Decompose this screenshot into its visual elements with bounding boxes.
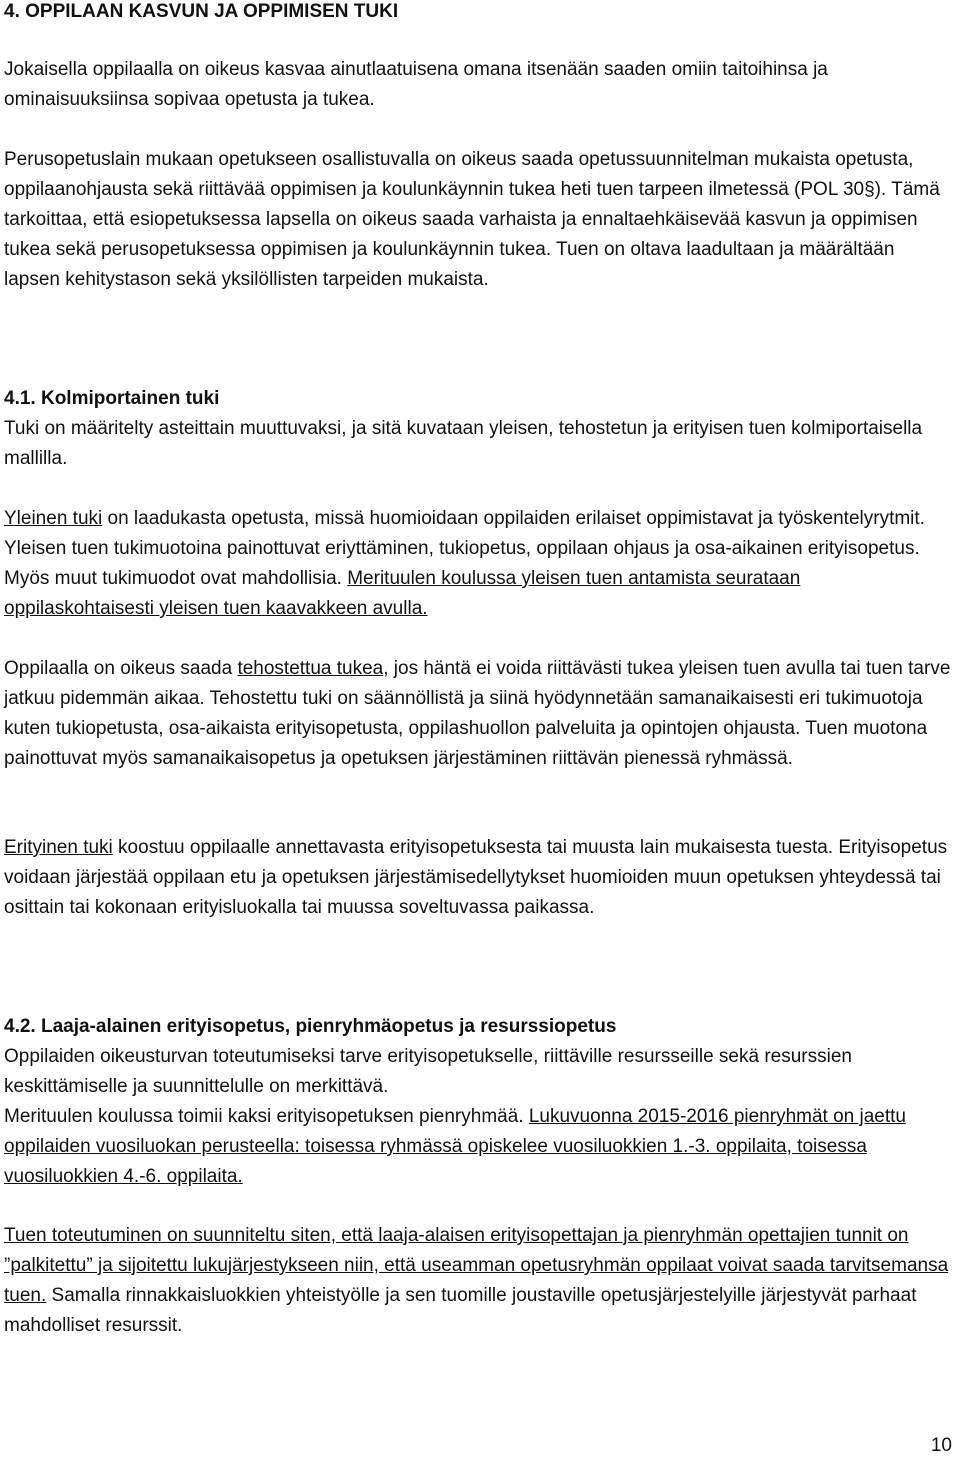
general-support-school-practice: Merituulen koulussa yleisen tuen antamista seurataan oppilaskohtaisesti yleisen tuen kaavakkeen avulla. (4, 568, 801, 619)
general-support-paragraph (4, 504, 952, 624)
special-support-paragraph (4, 833, 952, 923)
subsection-4-1-title: 4.1. Kolmiportainen tuki (4, 388, 220, 409)
intensified-support-term: tehostettua tukea (237, 658, 384, 679)
page-number: 10 (930, 1435, 952, 1456)
intensified-support-text: , jos häntä ei voida riittävästi tukea yleisen tuen avulla tai tuen tarve jatkuu pidemmän aikaa. Tehostettu tuki on säännöllistä ja siinä hyödynnetään samanaikaisesti eri tukimuotoja kuten tukiopetusta, osa-aikaista erityisopetusta, oppilashuollon palveluita ja opintojen ohjausta. Tuen muotona painottuvat myös samanaikaisopetus ja opetuksen järjestäminen riittävän pienessä ryhmässä. (4, 658, 951, 769)
intensified-support-paragraph (4, 654, 952, 774)
general-support-term: Yleinen tuki (4, 508, 103, 529)
intensified-support-pre: Oppilaalla on oikeus saada (4, 658, 238, 679)
small-groups-paragraph (4, 1102, 952, 1192)
timetable-rest: Samalla rinnakkaisluokkien yhteistyölle ja sen tuomille joustaville opetusjärjestelyille järjestyvät parhaat mahdolliset resurssit. (4, 1285, 917, 1336)
three-tier-intro: Tuki on määritelty asteittain muuttuvaksi, ja sitä kuvataan yleisen, tehostetun ja erityisen tuen kolmiportaisella mallilla. (4, 418, 923, 469)
section-heading: 4. OPPILAAN KASVUN JA OPPIMISEN TUKI (4, 1, 399, 22)
timetable-paragraph (4, 1221, 952, 1341)
special-support-text: koostuu oppilaalle annettavasta erityisopetuksesta tai muusta lain mukaisesta tuesta. Erityisopetus voidaan järjestää oppilaan etu ja opetuksen järjestämisedellytykset huomioiden muun opetuksen yhteydessä tai osittain tai kokonaan erityisluokalla tai muussa soveltuvassa paikassa. (4, 837, 948, 918)
legal-protection-paragraph: Oppilaiden oikeusturvan toteutumiseksi tarve erityisopetukselle, riittäville resursseille sekä resurssien keskittämiselle ja suunnittelulle on merkittävä. (4, 1046, 852, 1097)
timetable-underlined: Tuen toteutuminen on suunniteltu siten, että laaja-alaisen erityisopettajan ja pienryhmän opettajien tunnit on ”palkitettu” ja sijoitettu lukujärjestykseen niin, että useamman opetusryhmän oppilaat voivat saada tarvitsemansa tuen. (4, 1225, 949, 1306)
law-paragraph: Perusopetuslain mukaan opetukseen osallistuvalla on oikeus saada opetussuunnitelman mukaista opetusta, oppilaanohjausta sekä riittävää oppimisen ja koulunkäynnin tukea heti tuen tarpeen ilmetessä (POL 30§). Tämä tarkoittaa, että esiopetuksessa lapsella on oikeus saada varhaista ja ennaltaehkäisevää kasvun ja oppimisen tukea sekä perusopetuksessa oppimisen ja koulunkäynnin tukea. Tuen on oltava laadultaan ja määrältään lapsen kehitystason sekä yksilöllisten tarpeiden mukaista. (4, 149, 940, 290)
small-groups-text: Merituulen koulussa toimii kaksi erityisopetuksen pienryhmää. (4, 1106, 529, 1127)
special-support-term: Erityinen tuki (4, 837, 113, 858)
small-groups-division: Lukuvuonna 2015-2016 pienryhmät on jaettu oppilaiden vuosiluokan perusteella: toisessa ryhmässä opiskelee vuosiluokkien 1.-3. oppilaita, toisessa vuosiluokkien 4.-6. oppilaita. (4, 1106, 906, 1187)
subsection-4-2-title: 4.2. Laaja-alainen erityisopetus, pienryhmäopetus ja resurssiopetus (4, 1016, 617, 1037)
general-support-text: on laadukasta opetusta, missä huomioidaan oppilaiden erilaiset oppimistavat ja työskentelyrytmit. Yleisen tuen tukimuotoina painottuvat eriyttäminen, tukiopetus, oppilaan ohjaus ja osa-aikainen erityisopetus. Myös muut tukimuodot ovat mahdollisia. (4, 508, 925, 589)
intro-paragraph: Jokaisella oppilaalla on oikeus kasvaa ainutlaatuisena omana itsenään saaden omiin taitoihinsa ja ominaisuuksiinsa sopivaa opetusta ja tukea. (4, 59, 828, 110)
